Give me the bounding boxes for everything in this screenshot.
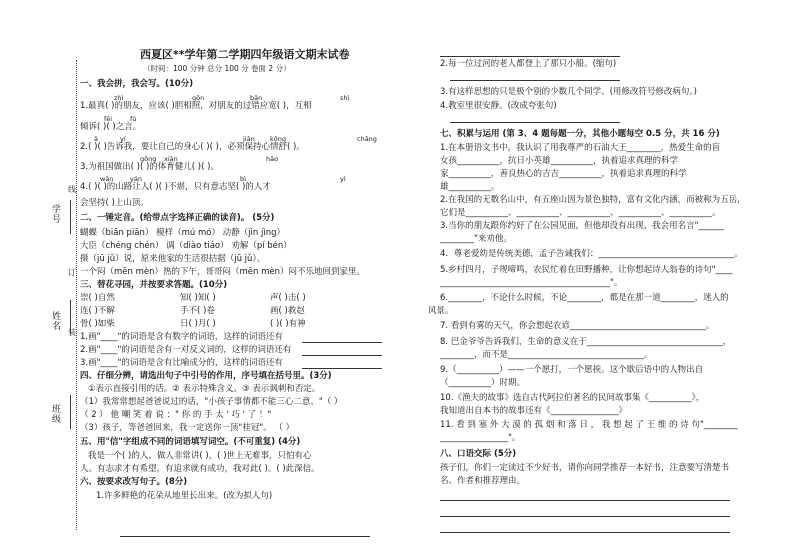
s7-q10-b: 我知道出自本书的故事还有《________________》	[440, 406, 628, 416]
pinyin: yì	[340, 175, 346, 183]
section-2-title: 二、一锤定音。(给带点字选择正确的读音)。 (5分)	[80, 213, 275, 223]
s5-line-2: 人。有志求才有希望，有追求就有成功，我对此( )。( )此深信。	[80, 464, 320, 474]
s4-question-3: （3）孩子，等爸爸回来，我一定送你一顶"桂冠"。 （ ）	[80, 423, 295, 433]
s8-line-2: 名、作者和推荐理由。	[440, 476, 526, 486]
pinyin: hǎo	[266, 155, 279, 163]
pinyin: gōn	[192, 94, 205, 102]
s2-line-4: 一个闷（mēn mèn）热的下午，哥哥闷（mēn mèn）闷不乐地回到家里。	[80, 267, 365, 277]
pinyin: yí	[120, 135, 126, 143]
s2-line-2: 大臣（chéng chén） 调（diào tiáo） 劝解（pí bén）	[80, 241, 292, 251]
pinyin: kōng	[270, 135, 286, 143]
q2-line: 2.( )( )告诉我，要让自己的身心( )( )，必须保持心情舒( )。	[80, 142, 305, 152]
section-8-title: 八、口语交际 (5分)	[440, 449, 517, 459]
s8-line-1: 孩子们，你们一定读过不少好书，请你向同学推荐一本好书，注意要写清楚书	[440, 463, 730, 473]
pinyin: bān	[250, 94, 263, 102]
answer-line[interactable]	[302, 368, 382, 369]
q4-line-1: 4.( )( )的山路让人( )( )不堪，只有意志坚( )的人才	[80, 182, 271, 192]
pinyin: fǔ	[130, 115, 137, 123]
s7-q6-b: 风景。	[428, 306, 454, 316]
s4-question-1: （1）我常常想起爸爸说过的话，"小孩子事情都不能三心二意。"（ ）	[80, 397, 343, 407]
s7-q11-a: 11. 看 到 塞 外 大 漠 的 孤 烟 和 落 日 ， 我 想 起 了 王 维 的 诗 句"________	[440, 420, 738, 430]
pinyin: gōng	[140, 155, 157, 163]
s3-question-1: 1.画"____"的词语是含有数字的词语，这样的词语还有	[80, 332, 283, 342]
binding-label-class: 班级	[52, 405, 62, 425]
idiom-cell: 连( )不解	[80, 306, 115, 316]
s6-question-1: 1.许多鲜艳的花朵从地里长出来。(改为拟人句)	[96, 491, 273, 501]
binding-mark-order: 订	[68, 268, 76, 277]
q4-line-2: 会坚持( )上山顶。	[80, 198, 149, 208]
answer-line[interactable]	[450, 80, 620, 81]
q1-line-2: 倾诉( )( )之言。	[80, 122, 142, 132]
answer-line[interactable]	[120, 536, 370, 537]
answer-line[interactable]	[440, 500, 730, 501]
name-blank[interactable]	[70, 300, 72, 334]
idiom-cell: 手不( )卷	[180, 306, 215, 316]
s7-q8-b: ________，而不是________________________________。	[440, 350, 653, 360]
pinyin: xiān	[164, 155, 178, 163]
idiom-cell: ( )( )有神	[270, 319, 306, 329]
pinyin: chāng	[357, 135, 377, 143]
idiom-cell: 画( )救赵	[270, 306, 305, 316]
s4-options: ①表示直接引用的话。② 表示特殊含义。③ 表示讽刺和否定。	[88, 384, 321, 394]
binding-dotted-line	[76, 60, 77, 530]
section-7-title: 七、积累与运用 (第 3、4 题每题一分，其他小题每空 0.5 分，共 16 分)	[440, 129, 720, 139]
answer-line[interactable]	[440, 56, 620, 57]
q3-line: 3.为祖国做出( )( )的体育健儿( )( )。	[80, 162, 219, 172]
binding-label-student-id: 学号	[52, 205, 62, 225]
pinyin: shì	[340, 94, 350, 102]
section-5-title: 五、用"信"字组成不同的词语填写词空。(不可重复) (4分)	[80, 437, 301, 447]
s7-q5-b: ________________________________________"。	[440, 278, 623, 288]
idiom-cell: 日( )月( )	[180, 319, 216, 329]
idiom-cell: 骨( )如柴	[80, 319, 115, 329]
s7-q5-a: 5.乡村四月，子规啼鸣，农民忙着在田野播种，让你想起诗人翁卷的诗句"____	[440, 265, 733, 275]
answer-line[interactable]	[302, 355, 382, 356]
s7-q4: 4．尊老爱幼是传统美德，孟子告诫我们：________________________________。	[440, 249, 743, 259]
s4-question-2: （ 2 ） 他 嘲 笑 着 说 ：" 你 的 手 太 ' 巧 ' 了 ！"	[80, 410, 272, 420]
q1-line-1: 1.最真( )的朋友，应该( )胆相照，对朋友的过错应宽( )，互相	[80, 101, 312, 111]
s7-q6-a: 6.________，不论什么时候，不论________，都是在那一道________，迷人的	[440, 293, 729, 303]
s7-q3-a: 3.当你的朋友跟你约好了在公园见面，但他却没有出现，我会用名言"______	[440, 221, 725, 231]
section-1-title: 一、我会拼，我会写。(10分)	[80, 79, 194, 89]
idiom-cell: 声( )击( )	[270, 293, 306, 303]
s7-q2-a: 2.在我国的无数名山中，有五座山因为景色独特，富有文化内涵，而被称为五岳，	[440, 195, 746, 205]
s2-line-3: 摄（jū jǔ）说，原来他家的生活很拮据（jū jǔ）。	[80, 254, 266, 264]
student-id-blank[interactable]	[70, 200, 72, 234]
pinyin: yán	[130, 175, 142, 183]
binding-label-name: 姓名	[52, 312, 62, 332]
s5-line-1: 我是一个( )的人，做人非常讲( )，( )世上无难事，只怕有心	[88, 451, 312, 461]
answer-line[interactable]	[440, 516, 730, 517]
binding-mark-line: 线	[68, 185, 76, 194]
idiom-cell: 知( )知( )	[180, 293, 216, 303]
s7-q9-a: 9.（__________）——一个愿打，一个愿挨。这个歇后语中的人物出自	[440, 365, 704, 375]
r-question-4: 4.教室里很安静。(改成夸张句)	[440, 101, 557, 111]
s7-q1-a: 1.在本册语文书中，我认识了用我尊严的石油大王________，热爱生命的盲	[440, 143, 721, 153]
class-blank[interactable]	[70, 395, 72, 429]
r-question-3: 3.有这样思想的只是极个别的少数几个同学。(用修改符号修改病句。)	[440, 87, 697, 97]
idiom-cell: 崇( )自然	[80, 293, 115, 303]
s7-q1-b: 女孩__________，抗日小英雄__________，执着追求真理的科学	[440, 156, 679, 166]
section-6-title: 六、按要求改写句子。(8分)	[80, 477, 188, 487]
pinyin: zhì	[114, 94, 124, 102]
s3-question-3: 3.画"____"的词语是含有比喻成分的，这样的词语还有	[80, 358, 283, 368]
answer-line[interactable]	[450, 122, 620, 123]
s3-question-2: 2.画"____"的词语是含有一对反义词的，这样的词语还有	[80, 345, 292, 355]
section-3-title: 三、替花寻园，并按要求答题。(10分)	[80, 280, 228, 290]
answer-line[interactable]	[440, 532, 730, 533]
s7-q7: 7. 看到有雾的天气，你会想起农谚________________________________。	[440, 321, 715, 331]
pinyin: jiān	[243, 135, 255, 143]
s7-q3-b: ________"来劝他。	[440, 234, 512, 244]
r-question-2: 2.每一位过河的老人都登上了那只小船。(缩句)	[440, 59, 617, 69]
pinyin: wān	[100, 175, 114, 183]
section-4-title: 四、仔细分辨，请选出句子中引号的作用，序号填在括号里。(3分)	[80, 371, 332, 381]
s7-q9-b: （__________）时期。	[440, 378, 526, 388]
exam-subtitle: （时间：100 分钟 总分 100 分 卷面 2 分）	[143, 64, 291, 73]
pinyin: ā	[94, 135, 98, 143]
s7-q1-d: 雄__________。	[440, 182, 500, 192]
s7-q2-b: 它们是__________、__________、__________、__________、__________。	[440, 208, 721, 218]
s2-line-1: 蝴蝶（biān piān） 模样（mú mó） 动静（jìn jìng）	[80, 228, 285, 238]
s7-q10-a: 10.《渔夫的故事》选自古代阿拉伯著名的民间故事集《__________》，	[440, 393, 705, 403]
answer-line[interactable]	[302, 342, 382, 343]
pinyin: bì	[240, 175, 246, 183]
binding-mark-bind: 装	[68, 328, 76, 337]
s7-q1-c: 家__________，善良热心的吉吉__________，执着追求真理的科学	[440, 169, 687, 179]
pinyin: fěi	[104, 115, 113, 123]
s7-q8-a: 8. 巴金爷爷告诉我们，生命的意义在于________________________________，	[440, 337, 732, 347]
exam-title: 西夏区**学年第二学期四年级语文期末试卷	[140, 48, 350, 61]
s7-q11-b: ________________"。	[440, 433, 521, 443]
